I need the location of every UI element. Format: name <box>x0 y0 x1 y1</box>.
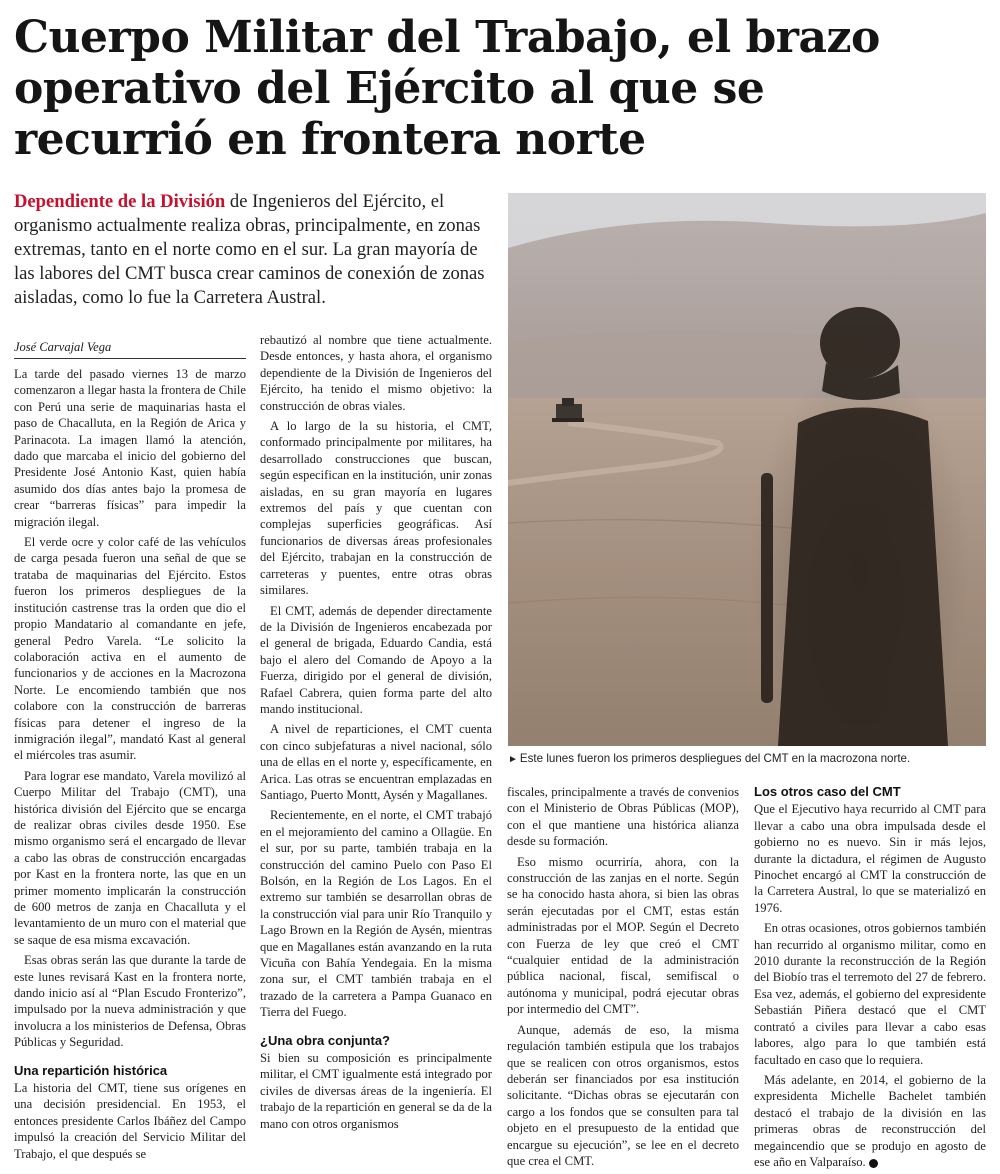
photo-caption <box>508 752 986 765</box>
column-1 <box>14 366 246 1166</box>
byline: José Carvajal Vega <box>14 340 246 359</box>
caption-text: Este lunes fueron los primeros despliegues del CMT en la macrozona norte. <box>519 752 911 765</box>
paragraph: Eso mismo ocurriría, ahora, con la construcción de las zanjas en el norte. Según se ha conocido hasta ahora, si bien las obras serán ejecutadas por el CMT, estas están administradas por el MOP. Según el Decreto con Fuerza de ley que creó el CMT “cualquier entidad de la administración pública nacional, fiscal, semifiscal o autónoma y municipal, podrá ejecutar obras por intermedio del CMT”. <box>507 854 739 1017</box>
column-3 <box>507 784 739 1173</box>
paragraph: La tarde del pasado viernes 13 de marzo comenzaron a llegar hasta la frontera de Chile con Perú una serie de maquinarias hasta el paso de Chacalluta, en la Región de Arica y Parinacota. La imagen llamó la atención, dado que marcaba el inicio del gobierno del Presidente José Antonio Kast, quien había asumido dos días antes bajo la promesa de crear “barreras físicas” para impedir la migración ilegal. <box>14 367 246 529</box>
paragraph: Aunque, además de eso, la misma regulación también estipula que los trabajos que se realicen con otros organismos, estos deberán ser financiados por esa institución solicitante. “Dichas obras se ejecutarán con cargo a los fondos que se consulten para tal objeto en el presupuesto de la entidad que encargue su ejecución”, se lee en el decreto que crea el CMT. <box>507 1022 739 1168</box>
lead-text: de Ingenieros del Ejército, el organismo actualmente realiza obras, principalmente, en zonas extremas, tanto en el norte como en el sur. La gran mayoría de las labores del CMT busca crear caminos de conexión de zonas aisladas, como lo fue la Carretera Austral. <box>14 191 485 308</box>
paragraph: La historia del CMT, tiene sus orígenes en una decisión presidencial. En 1953, el entonces presidente Carlos Ibáñez del Campo impulsó la creación del Servicio Militar del Trabajo, el que después se <box>14 1081 246 1161</box>
paragraph: El CMT, además de depender directamente de la División de Ingenieros encabezada por el general de brigada, Eduardo Candia, está bajo el alero del Comando de Apoyo a la Fuerza, dirigido por el general de división, Rafael Cabrera, quien forma parte del alto mando institucional. <box>260 603 492 716</box>
paragraph <box>754 1072 986 1170</box>
paragraph: fiscales, principalmente a través de convenios con el Ministerio de Obras Públicas (MOP), con el que mantiene una histórica alianza desde su formación. <box>507 785 739 849</box>
paragraph: Recientemente, en el norte, el CMT trabajó en el mejoramiento del camino a Ollagüe. En el sur, por su parte, también trabaja en la construcción del camino Puelo con Paso El Bolsón, en la Región de Los Lagos. En el extremo sur también se desarrollan obras de la construcción vial para unir Río Tranquilo y Lago Brown en la Región de Aysén, mientras que en Magallanes están avanzando en la ruta Vicuña con Bahía Yendegaia. En la misma zona sur, el CMT también trabaja en el trazado de la carretera a Pampa Guanaco en Tierra del Fuego. <box>260 808 492 1020</box>
column-4 <box>754 784 986 1174</box>
paragraph: En otras ocasiones, otros gobiernos también han recurrido al organismo militar, como en 2010 durante la reconstrucción de la Región del Biobío tras el terremoto del 27 de febrero. Esa vez, además, el gobierno del expresidente Sebastián Piñera destacó que el CMT contrató a civiles para llevar a cabo esas labores, algo para lo que también está facultado en caso que lo requiera. <box>754 921 986 1067</box>
paragraph: A nivel de reparticiones, el CMT cuenta con cinco subjefaturas a nivel nacional, sólo una de ellas en el norte y, específicamente, en Arica. Las otras se encuentran emplazadas en Santiago, Puerto Montt, Aysén y Magallanes. <box>260 722 492 802</box>
paragraph: Para lograr ese mandato, Varela movilizó al Cuerpo Militar del Trabajo (CMT), una histórica división del Ejército que se encarga de realizar obras civiles desde 1950. Ese mismo organismo será el encargado de llevar a cabo las obras de construcción encargadas por Kast en la frontera norte, las que en un primer momento implicarán la construcción de 600 metros de zanja en Chacalluta y el levantamiento de un muro con el material que se saque de esa misma excavación. <box>14 768 246 947</box>
paragraph: Esas obras serán las que durante la tarde de este lunes revisará Kast en la frontera norte, dando inicio así al “Plan Escudo Fronterizo”, impulsado por la nueva administración y que involucra a los ministerios de Defensa, Obras Públicas y Seguridad. <box>14 953 246 1050</box>
end-of-article-icon <box>869 1159 878 1168</box>
subheading: Una repartición histórica <box>14 1062 168 1078</box>
paragraph: El verde ocre y color café de las vehículos de carga pesada fueron una señal de que se trataba de maquinarias del Ejército. Estos fueron los primeros despliegues de la institución castrense tras la orden que dio el propio Mandatario al comandante en jefe, general Pedro Varela. “Le solicito la colaboración activa en el aumento de funcionarios y de acciones en la Macrozona Norte. Le encomiendo también que nos colabore con la construcción de barreras físicas para detener el ingreso de la inmigración ilegal”, mandató Kast al general el miércoles tras asumir. <box>14 535 246 763</box>
lead-paragraph <box>14 190 494 310</box>
lead-kicker: Dependiente de la División <box>14 191 226 212</box>
paragraph: Que el Ejecutivo haya recurrido al CMT para llevar a cabo una obra impulsada desde el gobierno no es nuevo. Sin ir más lejos, durante la dictadura, el régimen de Augusto Pinochet encargó al CMT la construcción de la Carretera Austral, lo que se materializó en 1976. <box>754 802 986 915</box>
paragraph: A lo largo de la su historia, el CMT, conformado principalmente por militares, ha desarrollado construcciones que buscan, según especifican en la institución, unir zonas aisladas, en su gran mayoría en lugares extremos del país y que cuentan con complejas superficies geográficas. Así funcionarios de diversas áreas profesionales del Ejército, trabajan en la construcción de carreteras y puentes, entre otras obras similares. <box>260 419 492 598</box>
article-photo <box>508 193 986 746</box>
caption-arrow-icon: ► <box>508 754 518 765</box>
subheading: ¿Una obra conjunta? <box>260 1032 390 1048</box>
subheading: Los otros caso del CMT <box>754 784 901 799</box>
column-2 <box>260 332 492 1136</box>
paragraph: Si bien su composición es principalmente militar, el CMT igualmente está integrado por civiles de diversas áreas de la ingeniería. El trabajo de la repartición en general se da de la mano con otros organismos <box>260 1051 492 1131</box>
paragraph: rebautizó al nombre que tiene actualmente. Desde entonces, y hasta ahora, el organismo dependiente de la División de Ingenieros del Ejército, ha tenido el mismo objetivo: la construcción de obras viales. <box>260 333 492 413</box>
paragraph-text: Más adelante, en 2014, el gobierno de la expresidenta Michelle Bachelet también destacó el trabajo de la división en las primeras obras de reconstrucción del megaincendio que se produjo en agosto de ese año en Valparaíso. <box>754 1072 986 1169</box>
headline: Cuerpo Militar del Trabajo, el brazo operativo del Ejército al que se recurrió en frontera norte <box>14 12 880 165</box>
